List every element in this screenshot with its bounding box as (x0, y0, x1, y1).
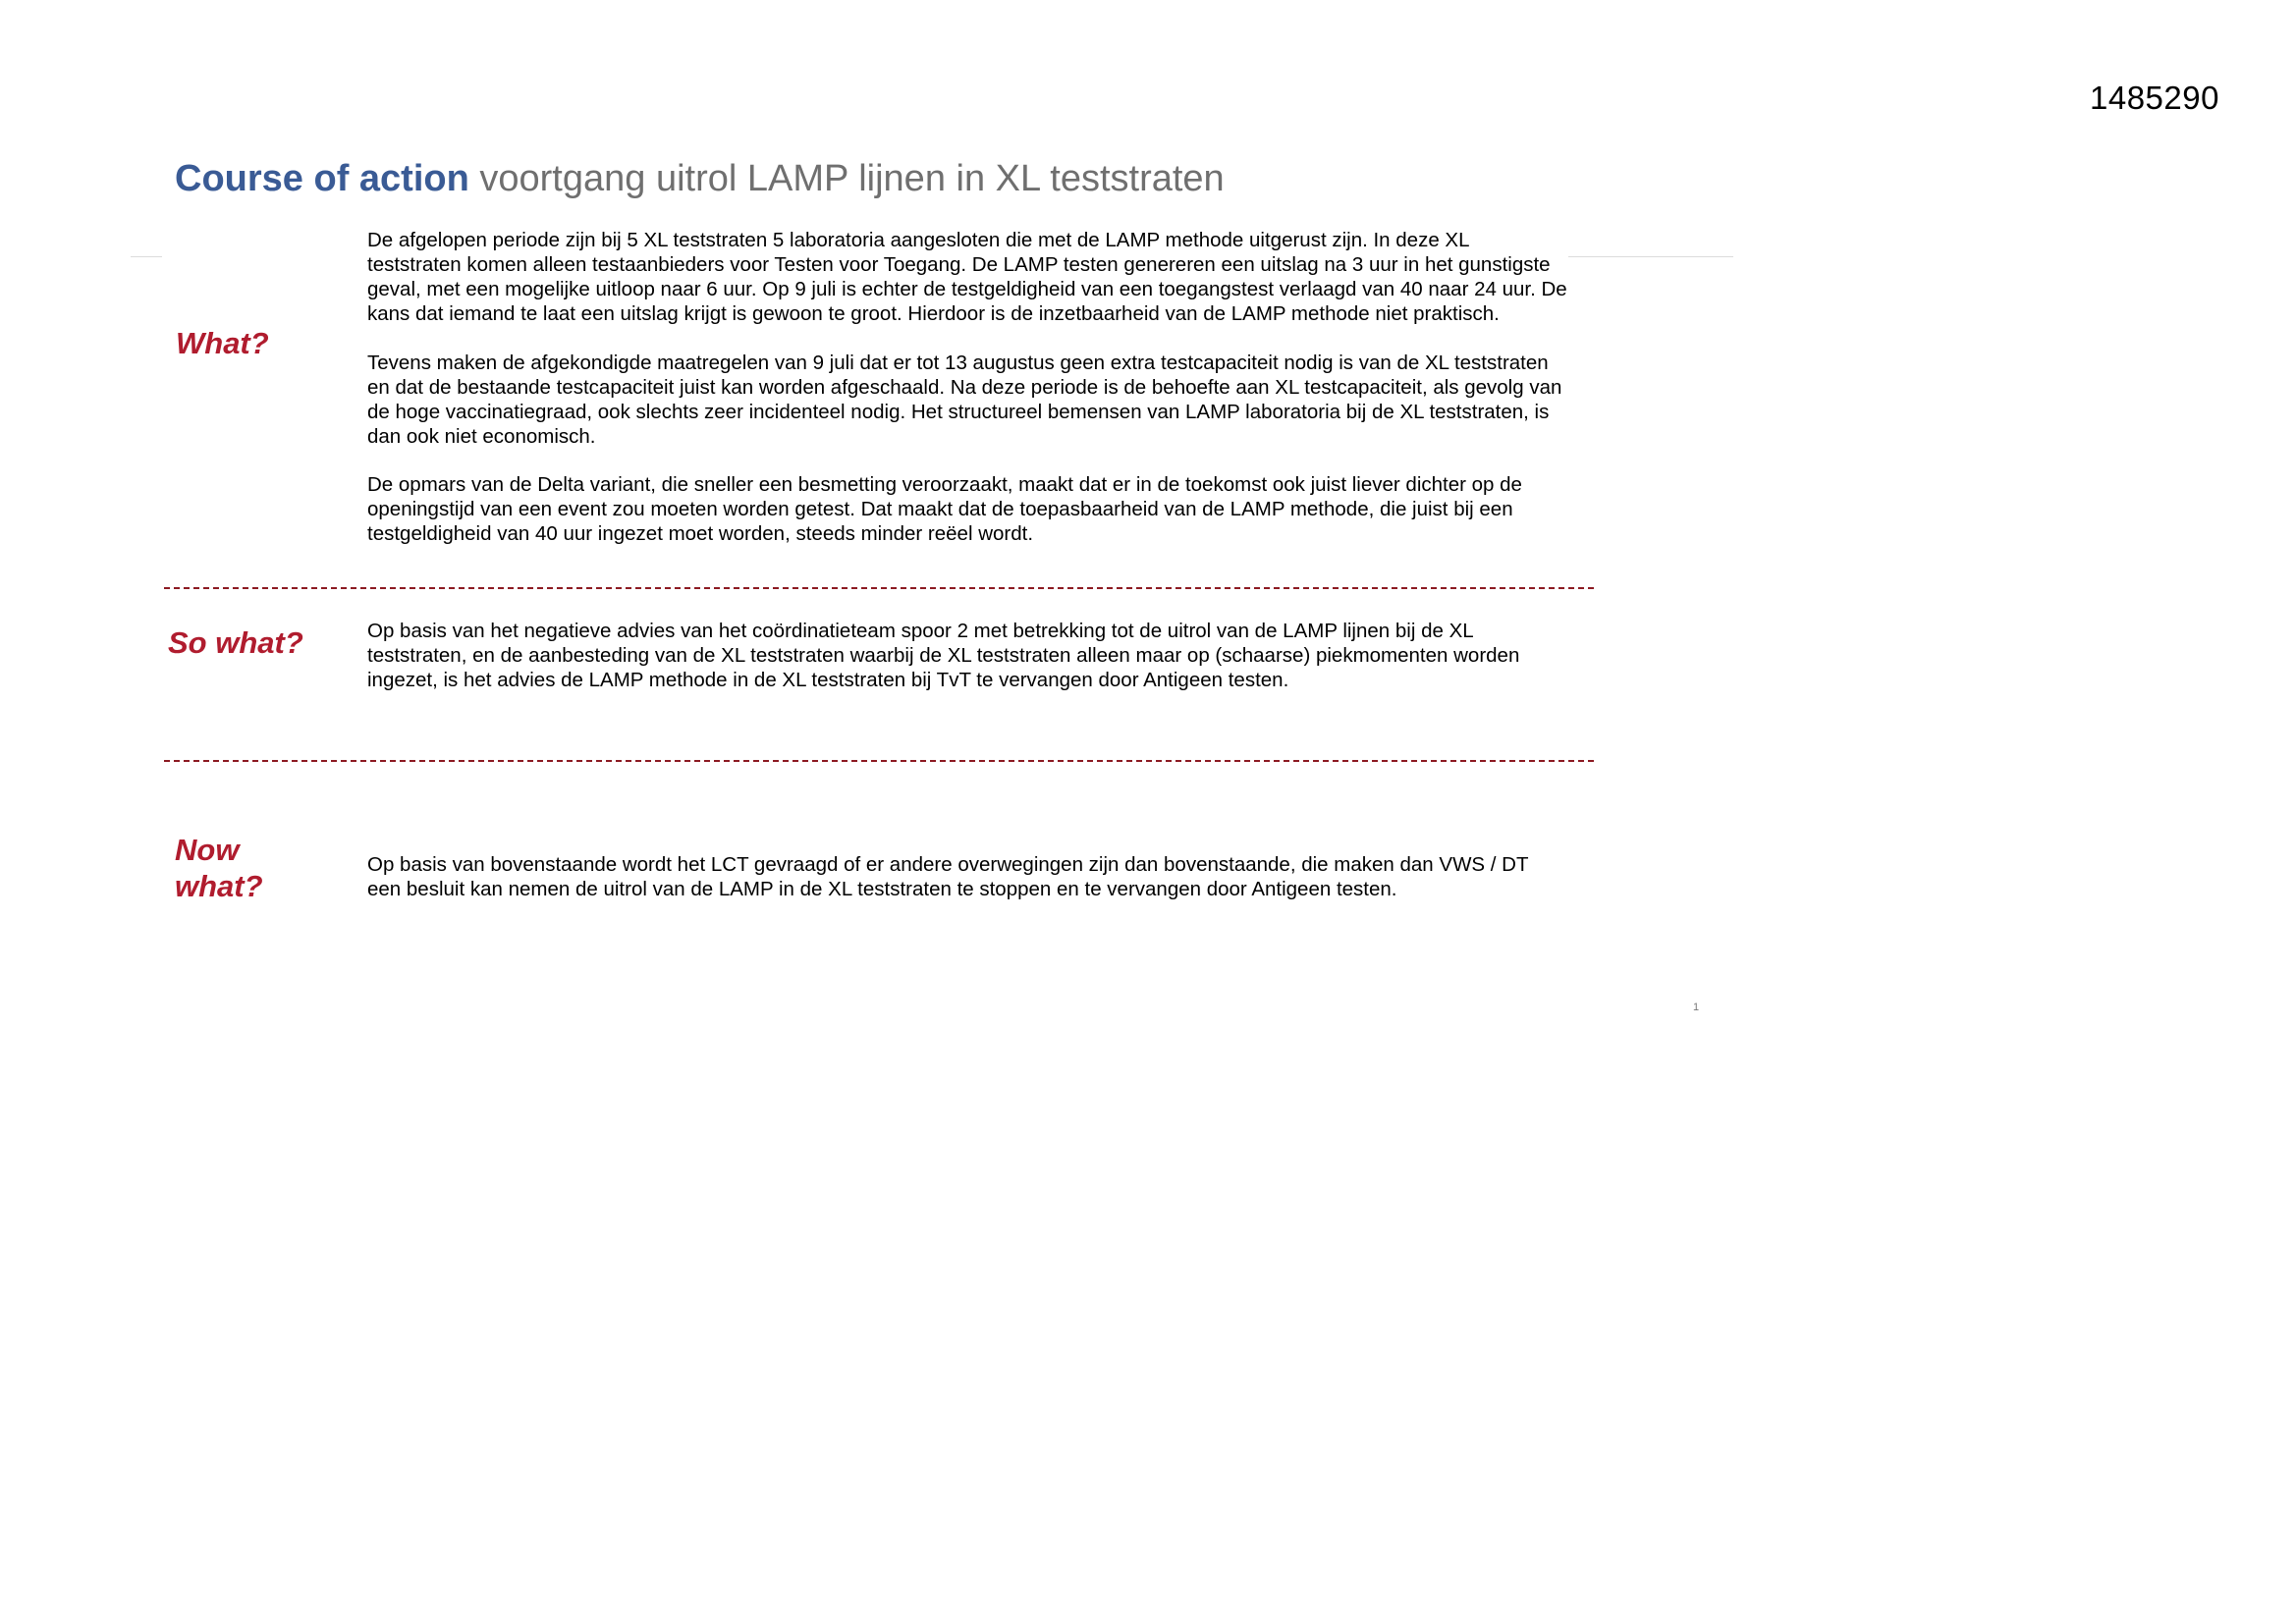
now-what-paragraph-1: Op basis van bovenstaande wordt het LCT gevraagd of er andere overwegingen zijn dan bovenstaande, die maken dan VWS / DT een besluit kan nemen de uitrol van de LAMP in de XL teststraten te stoppen en te vervangen door Antigeen testen. (367, 853, 1529, 900)
section-body-so-what (367, 619, 1567, 692)
so-what-paragraph-1: Op basis van het negatieve advies van het coördinatieteam spoor 2 met betrekking tot de uitrol van de LAMP lijnen bij de XL teststraten, en de aanbesteding van de XL teststraten waarbij de XL teststraten alleen maar op (schaarse) piekmomenten worden ingezet, is het advies de LAMP methode in de XL teststraten bij TvT te vervangen door Antigeen testen. (367, 620, 1520, 691)
section-label-so-what: So what? (168, 625, 303, 660)
what-paragraph-3: De opmars van de Delta variant, die sneller een besmetting veroorzaakt, maakt dat er in de toekomst ook juist liever dichter op de openingstijd van een event zou moeten worden getest. Dat maakt dat de toepasbaarheid van de LAMP methode, die juist bij een testgeldigheid van 40 uur ingezet moet worden, steeds minder reëel wordt. (367, 473, 1522, 545)
document-id: 1485290 (2090, 80, 2219, 116)
section-divider-1 (164, 587, 1594, 589)
now-what-label-line-1: Now (175, 833, 240, 867)
what-paragraph-1: De afgelopen periode zijn bij 5 XL teststraten 5 laboratoria aangesloten die met de LAMP methode uitgerust zijn. In deze XL teststraten komen alleen testaanbieders voor Testen voor Toegang. De LAMP testen genereren een uitslag na 3 uur in het gunstigste geval, met een mogelijke uitloop naar 6 uur. Op 9 juli is echter de testgeldigheid van een toegangstest verlaagd van 40 naar 24 uur. De kans dat iemand te laat een uitslag krijgt is gewoon te groot. Hierdoor is de inzetbaarheid van de LAMP methode niet praktisch. (367, 229, 1567, 325)
title-strong: Course of action (175, 158, 469, 199)
section-body-what (367, 228, 1567, 546)
page-number: 1 (1693, 1001, 1700, 1013)
page-title (175, 155, 1225, 202)
section-divider-2 (164, 760, 1594, 762)
header-rule-right (1568, 256, 1733, 257)
header-rule-left (131, 256, 162, 257)
section-body-now-what (367, 852, 1567, 901)
title-rest: voortgang uitrol LAMP lijnen in XL teststraten (479, 158, 1225, 199)
what-paragraph-2: Tevens maken de afgekondigde maatregelen van 9 juli dat er tot 13 augustus geen extra testcapaciteit nodig is van de XL teststraten en dat de bestaande testcapaciteit juist kan worden afgeschaald. Na deze periode is de behoefte aan XL testcapaciteit, als gevolg van de hoge vaccinatiegraad, ook slechts zeer incidenteel nodig. Het structureel bemensen van LAMP laboratoria bij de XL teststraten, is dan ook niet economisch. (367, 351, 1562, 448)
now-what-label-line-2: what? (175, 869, 263, 903)
section-label-what: What? (176, 326, 269, 360)
section-label-now-what (175, 832, 263, 904)
